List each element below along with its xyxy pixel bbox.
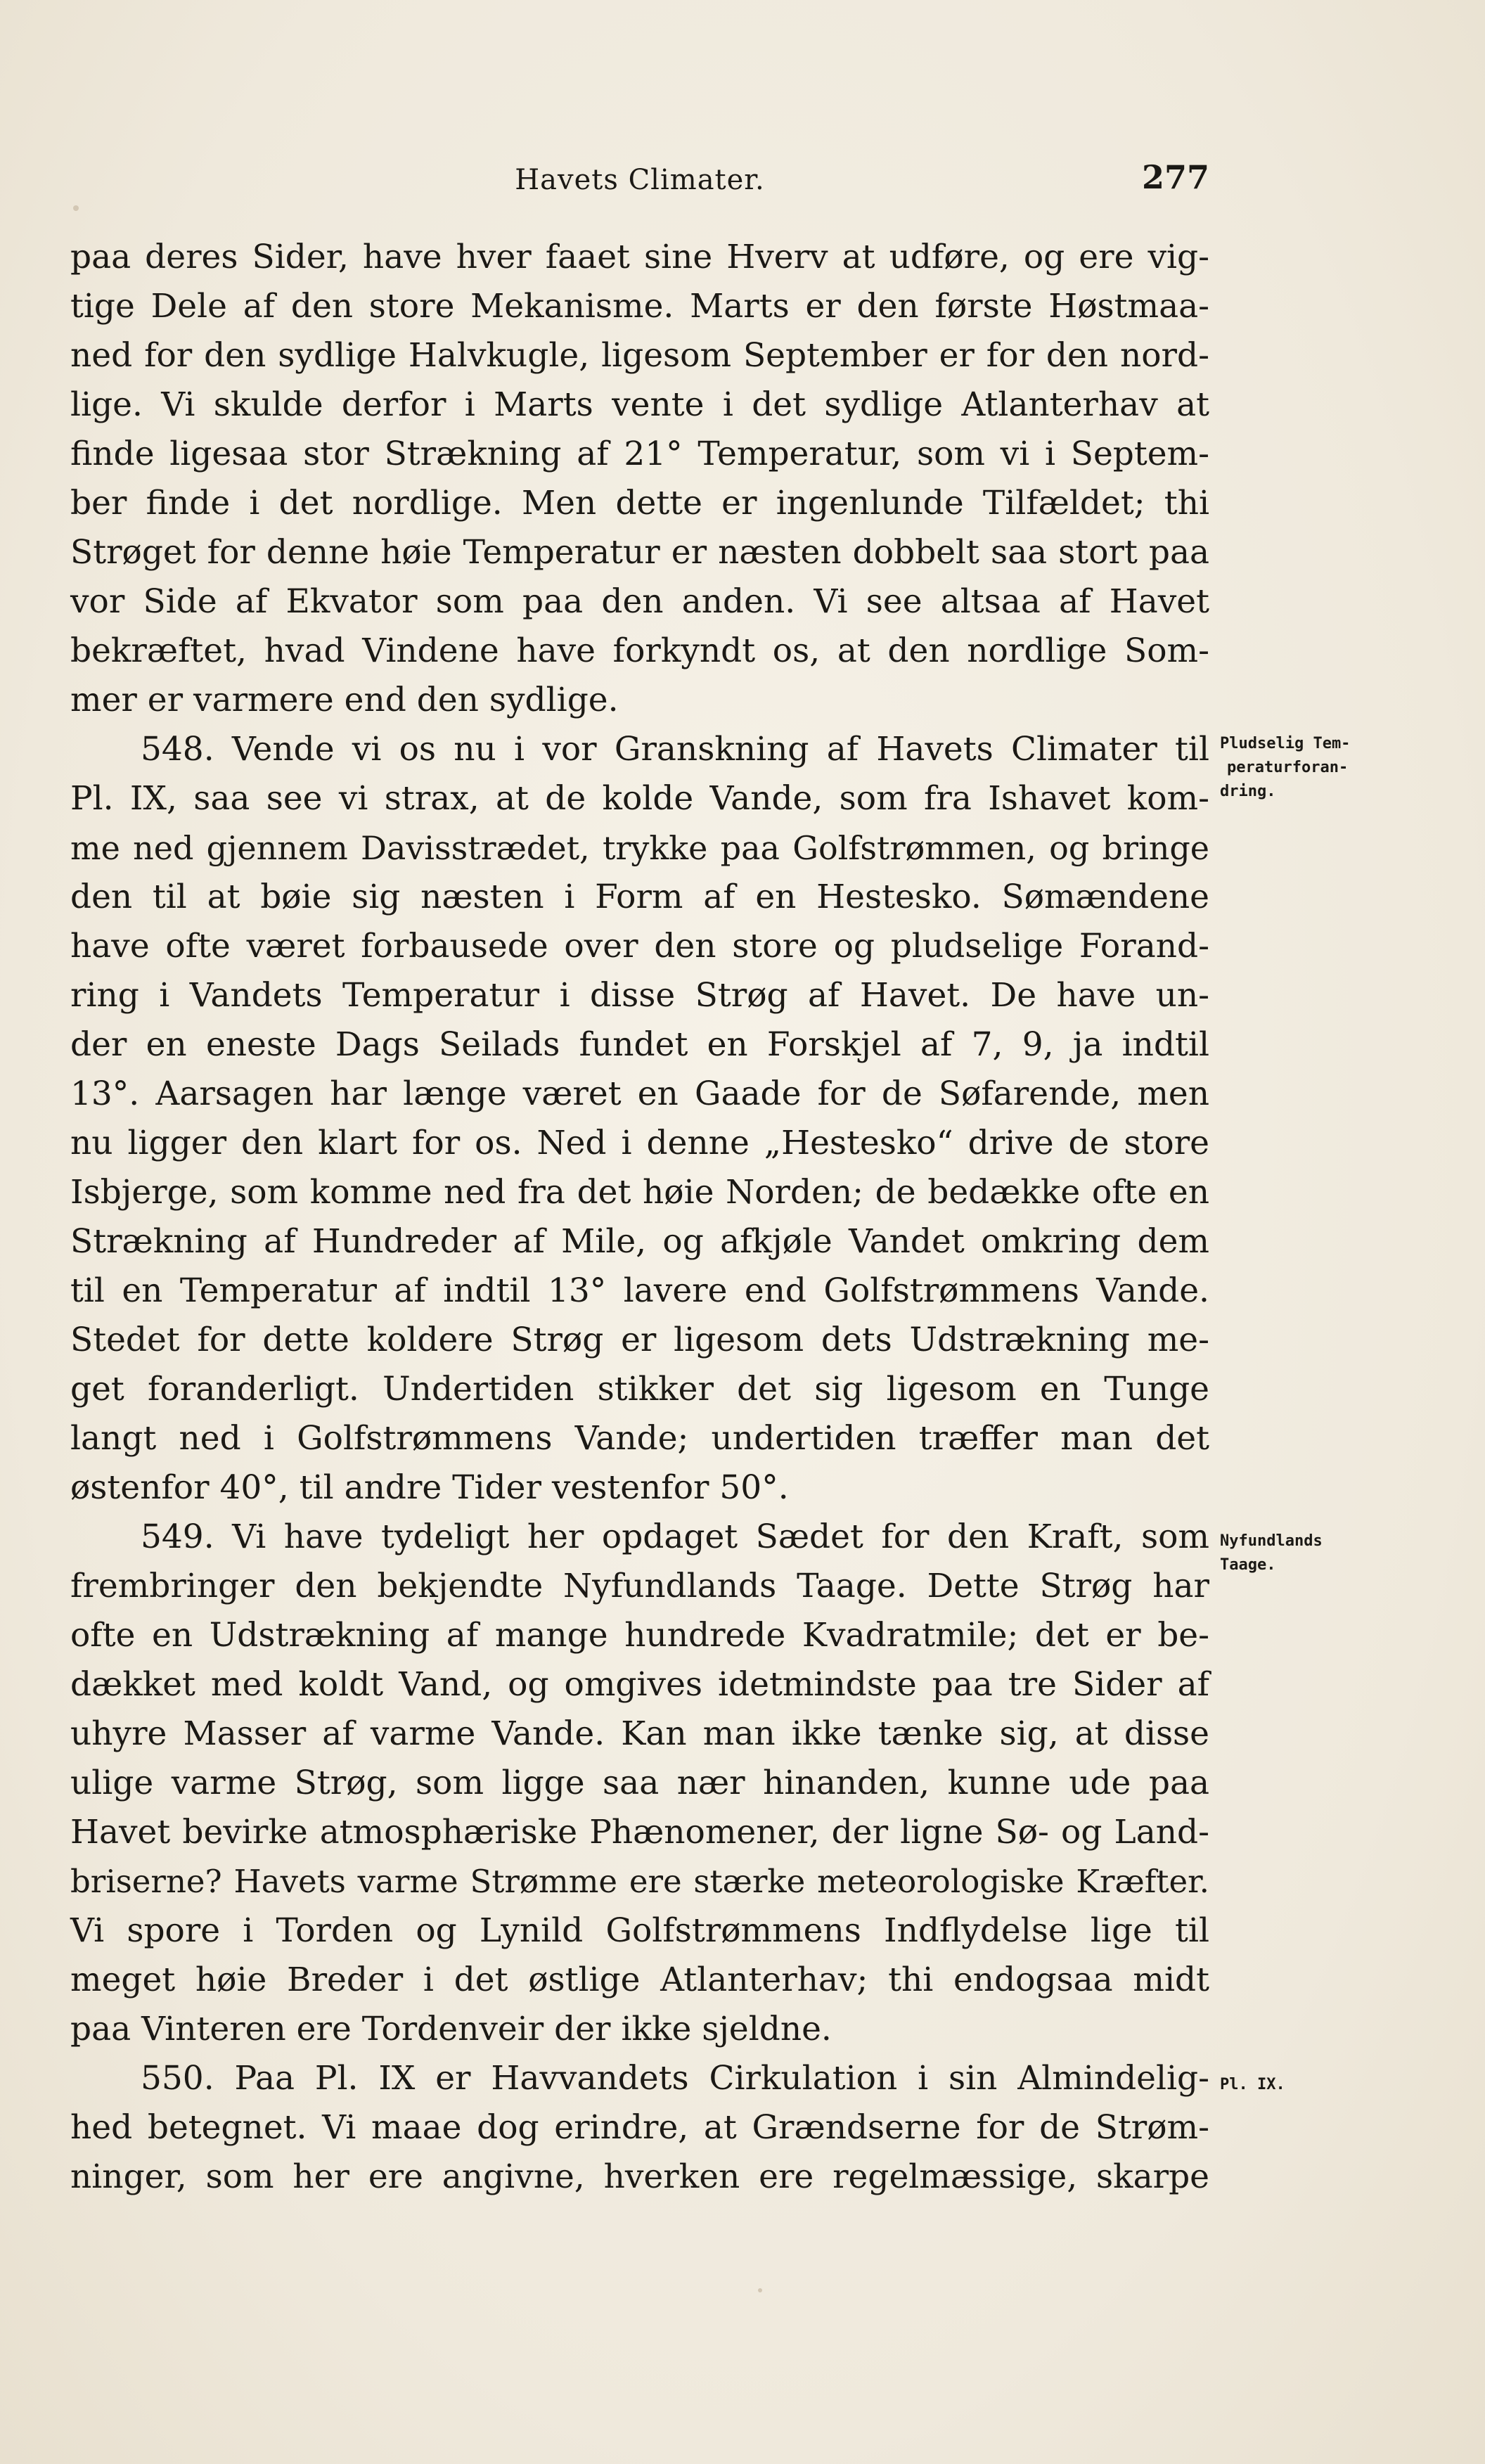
text-line: paa deres Sider, have hver faaet sine Hverv at udføre, og ere vig- [70,238,1209,276]
margin-note-line: Taage. [1220,1556,1276,1574]
text-line: til en Temperatur af indtil 13° lavere end Golfstrømmens Vande. [70,1271,1209,1310]
text-line: Vi spore i Torden og Lynild Golfstrømmens Indflydelse lige til [70,1911,1209,1950]
text-line: Havet bevirke atmosphæriske Phænomener, der ligne Sø- og Land- [70,1813,1209,1852]
margin-note-pl-ix [1220,2073,1403,2097]
text-line: Pl. IX, saa see vi strax, at de kolde Vande, som fra Ishavet kom- [70,779,1209,818]
text-line: tige Dele af den store Mekanisme. Marts er den første Høstmaa- [70,287,1209,326]
margin-note-line: Pl. IX. [1220,2076,1285,2093]
margin-note-line: Pludselig Tem- [1220,735,1351,752]
paragraph-550-start: 550. Paa Pl. IX er Havvandets Cirkulation i sin Almindelig- [141,2059,1209,2098]
text-line: ofte en Udstrækning af mange hundrede Kvadratmile; det er be- [70,1616,1209,1655]
text-line: langt ned i Golfstrømmens Vande; undertiden træffer man det [70,1419,1209,1458]
running-title: Havets Climater. [515,164,765,196]
text-line: have ofte været forbausede over den store og pludselige Forand- [70,927,1209,965]
text-line: lige. Vi skulde derfor i Marts vente i det sydlige Atlanterhav at [70,385,1209,424]
paragraph-548-start: 548. Vende vi os nu i vor Granskning af Havets Climater til [141,730,1209,769]
page-number: 277 [1141,158,1209,196]
text-line: der en eneste Dags Seilads fundet en Forskjel af 7, 9, ja indtil [70,1025,1209,1064]
text-line: ring i Vandets Temperatur i disse Strøg af Havet. De have un- [70,976,1209,1015]
text-line: Strøget for denne høie Temperatur er næsten dobbelt saa stort paa [70,533,1209,572]
margin-note-line: peraturforan- [1227,759,1349,776]
margin-note-pludselig [1220,732,1403,804]
text-line: østenfor 40°, til andre Tider vestenfor 50°. [70,1468,789,1507]
text-line: ninger, som her ere angivne, hverken ere regelmæssige, skarpe [70,2157,1209,2196]
text-line: ned for den sydlige Halvkugle, ligesom September er for den nord- [70,336,1209,375]
text-line: frembringer den bekjendte Nyfundlands Taage. Dette Strøg har [70,1567,1209,1605]
text-line: Isbjerge, som komme ned fra det høie Norden; de bedække ofte en [70,1173,1209,1212]
text-line: mer er varmere end den sydlige. [70,681,619,719]
margin-note-nyfundlands [1220,1529,1403,1577]
text-line: dækket med koldt Vand, og omgives idetmindste paa tre Sider af [70,1665,1209,1704]
text-line: den til at bøie sig næsten i Form af en Hestesko. Sømændene [70,878,1209,916]
body-text [70,233,1209,2202]
text-line: uhyre Masser af varme Vande. Kan man ikke tænke sig, at disse [70,1714,1209,1753]
text-line: vor Side af Ekvator som paa den anden. Vi see altsaa af Havet [70,582,1209,621]
text-line: Stedet for dette koldere Strøg er ligesom dets Udstrækning me- [70,1321,1209,1359]
text-line: Strækning af Hundreder af Mile, og afkjøle Vandet omkring dem [70,1222,1209,1261]
paragraph-549-start: 549. Vi have tydeligt her opdaget Sædet for den Kraft, som [141,1517,1209,1556]
text-line: paa Vinteren ere Tordenveir der ikke sjeldne. [70,2010,832,2048]
text-line: finde ligesaa stor Strækning af 21° Temperatur, som vi i Septem- [70,435,1209,473]
text-line: 13°. Aarsagen har længe været en Gaade for de Søfarende, men [70,1074,1209,1113]
text-line: briserne? Havets varme Strømme ere stærke meteorologiske Kræfter. [70,1863,1209,1900]
text-line: meget høie Breder i det østlige Atlanterhav; thi endogsaa midt [70,1961,1209,1999]
text-line: bekræftet, hvad Vindene have forkyndt os, at den nordlige Som- [70,631,1209,670]
margin-note-line: Nyfundlands [1220,1532,1323,1550]
margin-note-line: dring. [1220,783,1276,800]
page-header [70,158,1209,207]
paper-spot [73,205,79,211]
text-line: nu ligger den klart for os. Ned i denne „Hestesko“ drive de store [70,1124,1209,1162]
text-line: ber finde i det nordlige. Men dette er ingenlunde Tilfældet; thi [70,484,1209,522]
text-line: ulige varme Strøg, som ligge saa nær hinanden, kunne ude paa [70,1764,1209,1802]
text-line: get foranderligt. Undertiden stikker det sig ligesom en Tunge [70,1370,1209,1409]
text-line: hed betegnet. Vi maae dog erindre, at Grændserne for de Strøm- [70,2108,1209,2147]
paper-spot [758,2288,762,2292]
text-line: me ned gjennem Davisstrædet, trykke paa Golfstrømmen, og bringe [70,829,1209,867]
